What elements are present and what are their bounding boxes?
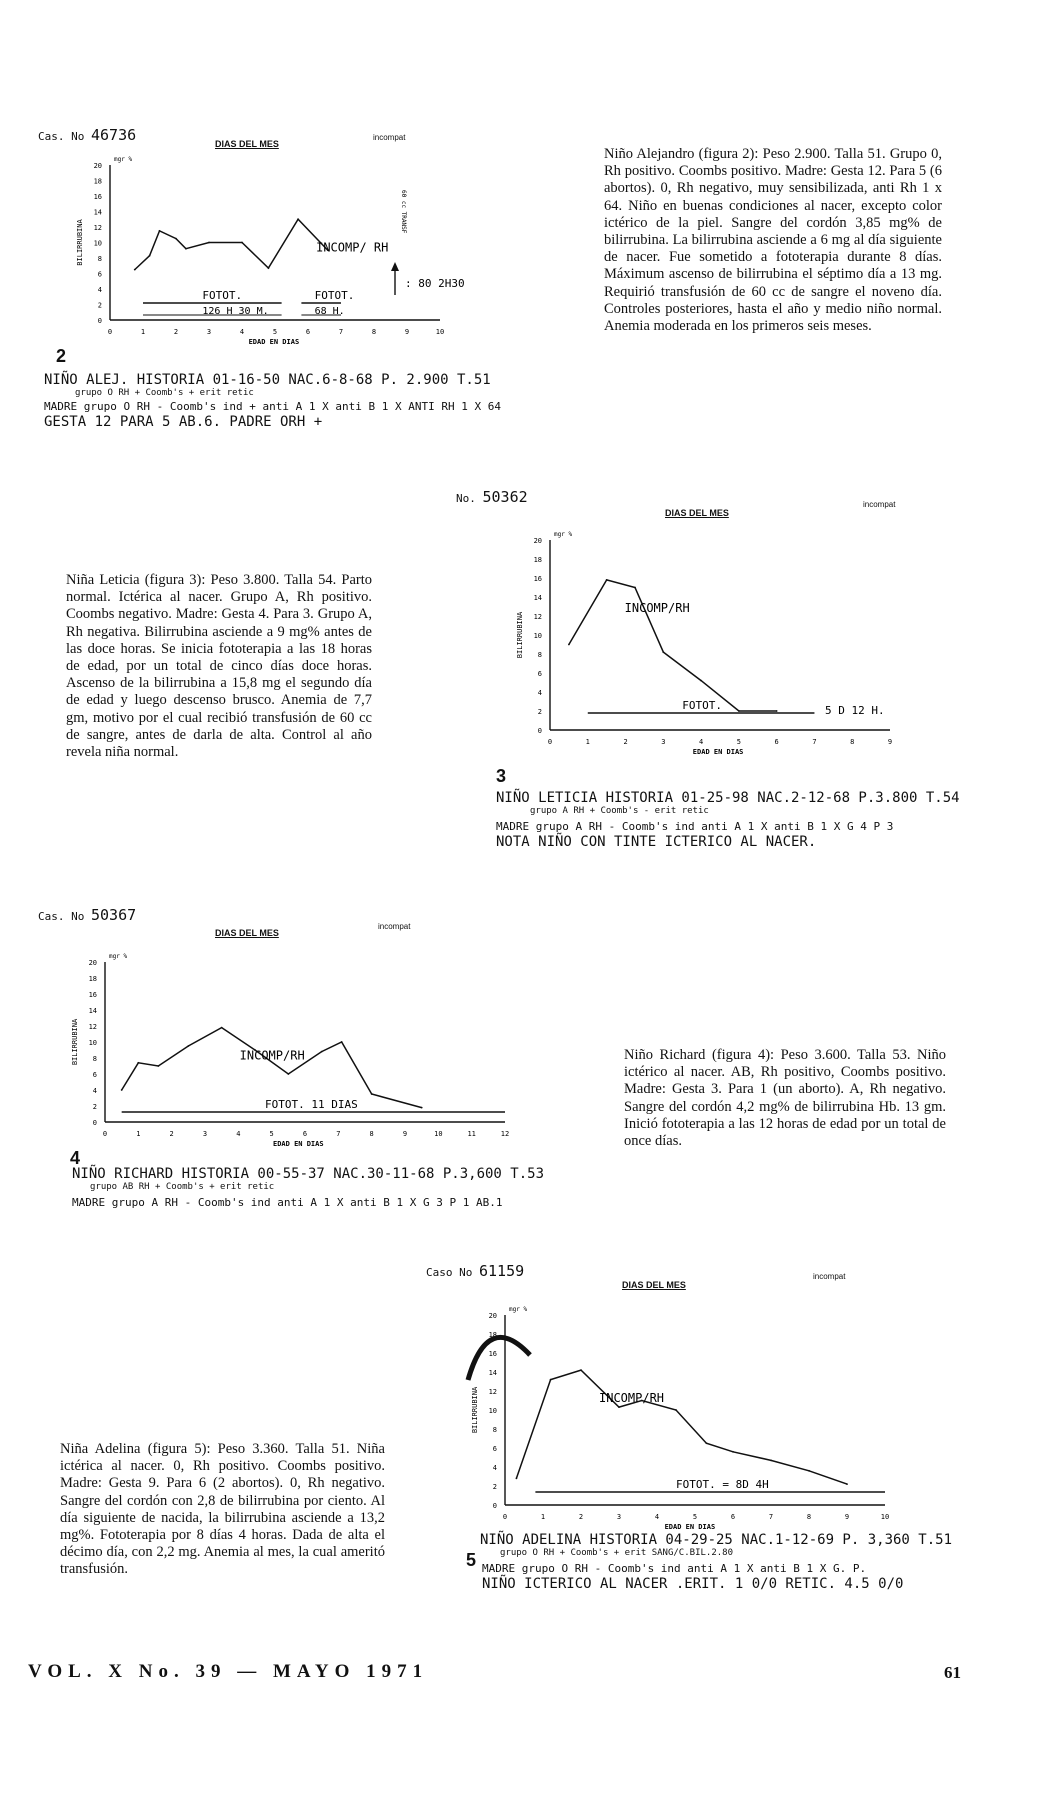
x-tick-label: 6 [730,1513,736,1521]
y-axis-label: BILIRRUBINA [471,1386,479,1434]
data-point [371,1093,373,1095]
x-tick-label: 2 [623,738,628,746]
data-point [421,1107,423,1109]
data-point [241,242,243,244]
chart-header: DIAS DEL MES [215,928,279,938]
data-point [221,1027,223,1029]
chart-header: DIAS DEL MES [215,139,279,149]
data-point [706,1442,708,1444]
y-tick-label: 10 [93,239,102,248]
y-tick-label: 18 [93,177,102,186]
x-tick-label: 5 [272,328,278,336]
y-tick-label: 12 [533,613,542,621]
phototherapy-label: FOTOT. [202,289,243,302]
data-point [157,1065,159,1067]
x-tick-label: 4 [239,328,245,336]
case-paragraph-leticia: Niña Leticia (figura 3): Peso 3.800. Talla 54. Parto normal. Ictérica al nacer. Grupo A, Rh positivo. Coombs negativo. Madre: Gesta 4. Para 3. Grupo A, Rh negativa. Bilirrubina asciende a 9 mg% antes de las doce horas. Se inicia fototerapia a las 18 horas de edad, por un total de cinco días doce horas. Ascenso de la bilirrubina a 15,8 mg el segundo día de edad y luego descenso brusco. Anemia de 7,7 gm, motivo por el cual recibió transfusión de 60 cc de sangre, antes de darla de alta. Control al año revela niña normal. [66,572,372,761]
y-tick-label: 12 [93,224,102,232]
series-label: INCOMP/ RH [316,240,389,255]
y-tick-label: 2 [537,708,542,716]
x-tick-label: 3 [661,738,666,746]
x-tick-label: 7 [336,1130,341,1138]
data-point [121,1089,123,1091]
x-axis-label: EDAD EN DIAS [692,748,744,756]
y-tick-label: 12 [488,1388,497,1396]
data-point [808,1470,810,1472]
x-tick-label: 10 [435,328,445,336]
x-tick-label: 9 [887,738,893,746]
y-tick-label: 2 [92,1103,97,1111]
mother-record-line: MADRE grupo O RH - Coomb's ind + anti A 1 X anti B 1 X ANTI RH 1 X 64 [44,400,501,413]
y-axis-label: BILIRRUBINA [516,611,524,659]
series-label: INCOMP/RH [599,1391,665,1406]
x-tick-label: 0 [102,1130,108,1138]
data-point [175,238,177,240]
y-tick-label: 4 [92,1087,97,1095]
x-tick-label: 0 [502,1513,508,1521]
y-unit-label: mgr % [114,156,133,163]
patient-record-line: NIÑO ADELINA HISTORIA 04-29-25 NAC.1-12-69 P. 3,360 T.51 [480,1532,953,1548]
y-tick-label: 10 [88,1039,97,1047]
phototherapy-label: FOTOT. [314,289,355,302]
record-note-line: NIÑO ICTERICO AL NACER .ERIT. 1 0/0 RETIC. 4.5 0/0 [482,1576,904,1592]
data-point [149,255,151,257]
x-tick-label: 2 [578,1513,584,1521]
mother-record-line: MADRE grupo A RH - Coomb's ind anti A 1 X anti B 1 X G 3 P 1 AB.1 [72,1196,503,1209]
chart-header-right: incompat [378,922,411,931]
y-axis-label: BILIRRUBINA [71,1018,79,1066]
y-tick-label: 20 [533,537,542,545]
transfusion-label: 60 cc TRANSF [400,190,407,234]
data-point [137,1062,139,1064]
case-paragraph-alejandro: Niño Alejandro (figura 2): Peso 2.900. Talla 51. Grupo 0, Rh positivo. Coombs positivo. Madre: Gesta 12. Para 5 (6 abortos). 0, Rh negativo, muy sensibilizada, anti Rh 1 x 64. Niño en buenas condiciones al nacer, excepto color ictérico de la piel. Sangre del cordón 3,85 mg% de bilirrubina. La bilirrubina asciende a 6 mg al día siguiente de nacer. Fue sometido a fototerapia durante 8 días. Máximum ascenso de bilirrubina el séptimo día a 13 mg. Requirió transfusión de 60 cc de sangre el noveno día. Controles posteriores, hasta el año y medio niño normal. Anemia moderada en los primeros seis meses. [604,146,942,335]
bilirubin-series-line [516,1370,847,1484]
data-point [287,1073,289,1075]
y-tick-label: 6 [492,1445,497,1453]
bilirubin-series-line [135,219,328,269]
y-unit-label: mgr % [509,1306,528,1313]
data-point [341,1041,343,1043]
patient-record-subline: grupo O RH + Coomb's + erit retic [75,388,254,398]
data-point [516,1478,518,1480]
case-number: Caso No 61159 [426,1262,525,1280]
x-tick-label: 0 [547,738,553,746]
record-note-line: NOTA NIÑO CON TINTE ICTERICO AL NACER. [496,834,817,850]
figure-number: 5 [466,1550,477,1570]
data-point [185,248,187,250]
y-tick-label: 20 [93,162,102,170]
data-point [134,269,136,271]
record-note-line: GESTA 12 PARA 5 AB.6. PADRE ORH + [44,414,323,430]
y-tick-label: 14 [488,1369,497,1377]
bilirubin-chart-fig4 [60,950,530,1165]
data-point [321,1051,323,1053]
x-axis-label: EDAD EN DIAS [664,1523,716,1531]
x-tick-label: 6 [305,328,311,336]
data-point [580,1369,582,1371]
chart-annotation: 5 D 12 H. [825,704,885,717]
y-unit-label: mgr % [109,953,128,960]
data-point [776,710,778,712]
case-number: Cas. No 50367 [38,906,137,924]
x-tick-label: 1 [585,738,590,746]
x-tick-label: 11 [467,1130,476,1138]
x-tick-label: 8 [806,1513,812,1521]
patient-record-subline: grupo AB RH + Coomb's + erit retic [90,1182,275,1192]
x-tick-label: 10 [434,1130,443,1138]
x-tick-label: 9 [402,1130,408,1138]
x-tick-label: 5 [736,738,741,746]
bilirubin-chart-fig2 [40,150,465,360]
y-tick-label: 0 [492,1502,497,1510]
y-unit-label: mgr % [554,531,573,538]
data-point [208,242,210,244]
y-axis-label: BILIRRUBINA [76,219,84,266]
x-tick-label: 3 [202,1130,208,1138]
data-point [550,1379,552,1381]
chart-header-right: incompat [863,500,896,509]
data-point [675,1409,677,1411]
data-point [618,1406,620,1408]
y-tick-label: 8 [97,255,102,263]
x-tick-label: 6 [774,738,779,746]
x-tick-label: 5 [269,1130,274,1138]
figure-number: 2 [56,346,67,366]
x-tick-label: 9 [404,328,410,336]
data-point [700,680,702,682]
y-tick-label: 16 [93,193,102,201]
x-tick-label: 0 [107,328,113,336]
x-tick-label: 1 [140,328,146,336]
case-number: No. 50362 [456,488,528,506]
x-tick-label: 8 [369,1130,374,1138]
x-tick-label: 5 [692,1513,698,1521]
y-tick-label: 12 [88,1023,97,1031]
data-point [634,587,636,589]
chart-header-right: incompat [813,1272,846,1281]
y-tick-label: 16 [88,991,97,999]
y-tick-label: 8 [92,1055,97,1063]
y-tick-label: 14 [88,1007,97,1015]
data-point [770,1459,772,1461]
patient-record-subline: grupo O RH + Coomb's + erit SANG/C.BIL.2.80 [500,1548,733,1558]
x-tick-label: 3 [206,328,212,336]
y-tick-label: 10 [533,632,542,640]
x-tick-label: 7 [338,328,344,336]
y-tick-label: 4 [537,689,542,697]
y-tick-label: 8 [537,651,542,659]
x-axis-label: EDAD EN DIAS [248,338,300,346]
data-point [732,1451,734,1453]
case-paragraph-richard: Niño Richard (figura 4): Peso 3.600. Talla 53. Niño ictérico al nacer. AB, Rh positivo, Coombs positivo. Madre: Gesta 3. Para 1 (un aborto). A, Rh negativo. Sangre del cordón 4,2 mg% de bilirrubina Hb. 13 gm. Inició fototerapia a las 12 horas de edad por un total de once días. [624,1047,946,1150]
page-number: 61 [944,1663,961,1682]
y-tick-label: 20 [88,959,97,967]
y-tick-label: 6 [537,670,542,678]
phototherapy-duration-label: 126 H 30 M. [202,306,269,317]
y-tick-label: 6 [92,1071,97,1079]
x-tick-label: 2 [173,328,179,336]
bilirubin-series-line [569,580,777,711]
x-tick-label: 7 [768,1513,774,1521]
data-point [268,267,270,269]
bilirubin-series-line [122,1028,422,1108]
y-tick-label: 16 [488,1350,497,1358]
y-tick-label: 10 [488,1407,497,1415]
data-point [297,218,299,220]
x-tick-label: 10 [880,1513,890,1521]
bilirubin-chart-fig3 [490,530,940,780]
x-tick-label: 7 [812,738,817,746]
series-label: INCOMP/RH [624,600,690,615]
y-tick-label: 4 [492,1464,497,1472]
y-tick-label: 14 [533,594,542,602]
y-tick-label: 18 [533,556,542,564]
y-tick-label: 2 [492,1483,497,1491]
y-tick-label: 0 [97,317,102,325]
patient-record-line: NIÑO RICHARD HISTORIA 00-55-37 NAC.30-11-68 P.3,600 T.53 [72,1166,545,1182]
x-tick-label: 12 [500,1130,510,1138]
phototherapy-duration-label: 68 H. [314,306,345,317]
x-tick-label: 3 [616,1513,622,1521]
series-label: INCOMP/RH [239,1048,305,1063]
y-tick-label: 2 [97,301,102,310]
x-tick-label: 8 [850,738,855,746]
chart-header: DIAS DEL MES [622,1280,686,1290]
bilirubin-chart-fig5 [460,1300,930,1535]
y-tick-label: 18 [88,975,97,983]
y-tick-label: 4 [97,286,102,294]
transfusion-arrowhead [391,262,399,271]
case-number: Cas. No 46736 [38,126,137,144]
chart-annotation: : 80 2H30 [405,277,465,290]
data-point [606,579,608,581]
case-paragraph-adelina: Niña Adelina (figura 5): Peso 3.360. Talla 51. Niña ictérica al nacer. 0, Rh positivo. Coombs positivo. Madre: Gesta 9. Para 6 (2 abortos). 0, Rh negativo. Sangre del cordón con 2,8 de bilirrubina por ciento. Al día siguiente de nacida, la bilirrubina asciende a 13,2 mg%. Fototerapia por 8 días 4 horas. Dada de alta el décimo día, con 2,2 mg. Anemia al mes, la cual ameritó transfusión. [60,1441,385,1578]
x-tick-label: 4 [699,738,704,746]
mother-record-line: MADRE grupo O RH - Coomb's ind anti A 1 X anti B 1 X G. P. [482,1562,867,1575]
phototherapy-label: FOTOT. = 8D 4H [676,1478,769,1491]
x-tick-label: 1 [136,1130,141,1138]
data-point [738,710,740,712]
data-point [159,230,161,232]
x-tick-label: 9 [844,1513,850,1521]
data-point [187,1045,189,1047]
x-tick-label: 4 [654,1513,660,1521]
y-tick-label: 8 [492,1426,497,1434]
mother-record-line: MADRE grupo A RH - Coomb's ind anti A 1 X anti B 1 X G 4 P 3 [496,820,894,833]
figure-number: 4 [70,1148,81,1168]
chart-header: DIAS DEL MES [665,508,729,518]
x-tick-label: 4 [236,1130,241,1138]
x-axis-label: EDAD EN DIAS [273,1140,324,1148]
y-tick-label: 18 [488,1331,497,1339]
figure-number: 3 [496,766,507,786]
data-point [568,644,570,646]
x-tick-label: 1 [540,1513,546,1521]
patient-record-line: NIÑO ALEJ. HISTORIA 01-16-50 NAC.6-8-68 P. 2.900 T.51 [44,372,491,388]
x-tick-label: 6 [302,1130,308,1138]
patient-record-subline: grupo A RH + Coomb's - erit retic [530,806,709,816]
data-point [662,651,664,653]
patient-record-line: NIÑO LETICIA HISTORIA 01-25-98 NAC.2-12-68 P.3.800 T.54 [496,790,960,806]
y-tick-label: 0 [92,1119,97,1127]
y-tick-label: 16 [533,575,542,583]
y-tick-label: 14 [93,208,102,217]
chart-header-right: incompat [373,133,406,142]
data-point [846,1483,848,1485]
phototherapy-label: FOTOT. 11 DIAS [265,1098,358,1111]
journal-footer: VOL. X No. 39 — MAYO 1971 [28,1661,429,1682]
x-tick-label: 8 [371,328,377,336]
cord-curve-mark [468,1337,530,1380]
phototherapy-label: FOTOT. [682,699,722,712]
y-tick-label: 0 [537,727,542,735]
y-tick-label: 6 [97,270,102,279]
x-tick-label: 2 [169,1130,174,1138]
y-tick-label: 20 [488,1312,497,1320]
